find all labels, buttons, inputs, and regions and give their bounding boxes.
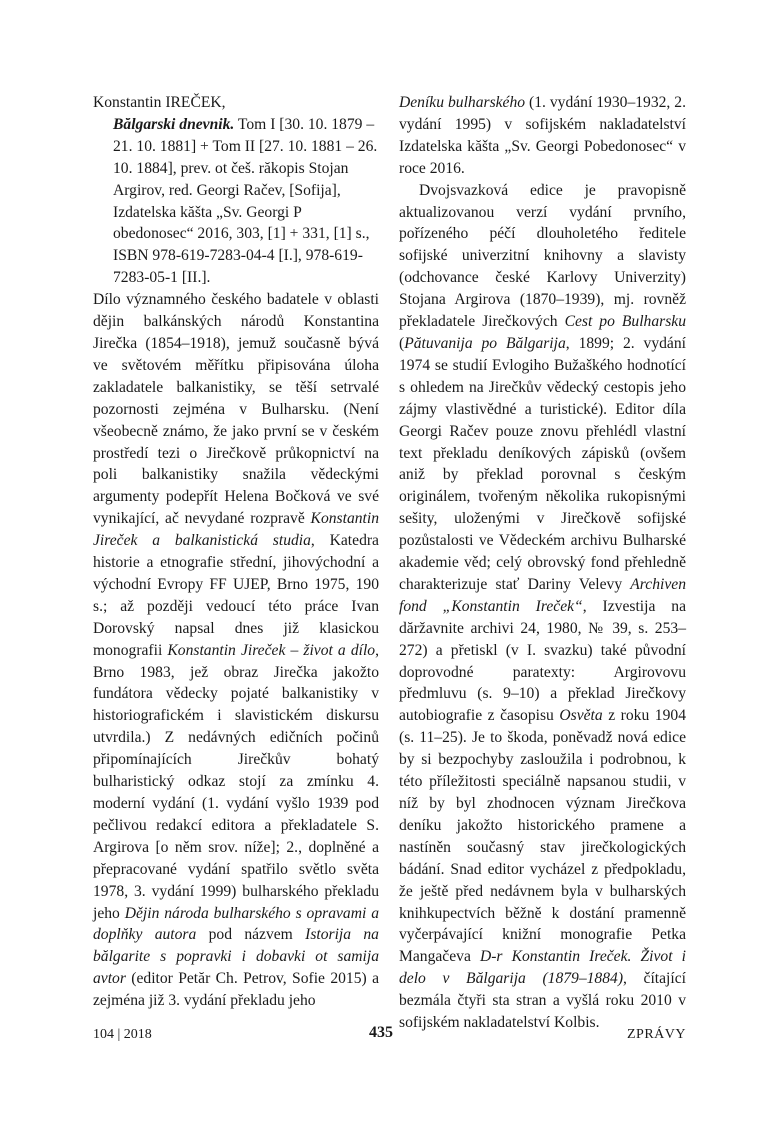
right-paragraph-2 [399,180,686,1034]
journal-issue: 104 | 2018 [93,1027,152,1042]
text-run-2: , Katedra historie a etnografie střední, jihovýchodní a východní Evropy FF UJEP, Brno 1975, 190 s.; až později vedoucí této práce Ivan Dorovský napsal dnes již klasickou monografii [93,532,379,659]
biblio-details: Tom I [30. 10. 1879 – 21. 10. 1881] + Tom II [27. 10. 1881 – 26. 10. 1884], prev. ot češ. răkopis Stojan Argirov, red. Georgi Račev, [Sofija], Izdatelska kăšta „Sv. Georgi P obedonosec“ 2016, 303, [1] + 331, [1] s., ISBN 978-619-7283-04-4 [I.], 978-619-7283-05-1 [II.]. [113,115,378,287]
text-run-0: Dvojsvazková edice je pravopisně aktualizovanou verzí vydání prvního, pořízeného péčí dlouholetého ředitele sofijské univerzitní knihovny a slavisty (odchovance české Karlovy Univerzity) Stojana Argirova (1870–1939), mj. rovněž překladatele Jirečkových [399,181,686,331]
italic-title-3: Pătuvanija po Bălgarija [404,334,566,352]
italic-title-1: Cest po Bulharsku [564,313,687,331]
left-column [93,92,379,1012]
italic-title-5: Dějin národa bulharského s opravami a doplňky autora [93,904,379,944]
bibliographic-entry [93,92,379,289]
text-run-1: (1. vydání 1930–1932, 2. vydání 1995) v sofijském nakladatelství Izdatelska kăšta „Sv. Georgi Pobedonosec“ v roce 2016. [399,94,686,177]
italic-title-0: Deníku bulharského [399,94,526,111]
right-column [399,92,686,1034]
text-run-8: (editor Petăr Ch. Petrov, Sofie 2015) a zejména již 3. vydání překladu jeho [93,970,379,1010]
italic-title-5: Archiven fond „Konstantin Ireček“ [399,575,686,615]
text-run-4: , Brno 1983, jež obraz Jirečka jakožto fundátora vědecky pojaté balkanistiky v historiografickém i slavistickém diskursu utvrdila.) Z nedávných edičních počinů připomínajících Jirečkův bohatý bulharistický odkaz stojí za zmínku 4. moderní vydání (1. vydání vyšlo 1939 pod pečlivou redakcí editora a překladatele S. Argirova [o něm srov. níže]; 2., doplněné a přepracované vydání spatřilo světlo světa 1978, 3. vydání 1999) bulharského překladu jeho [93,641,379,922]
italic-title-7: Osvěta [559,707,603,725]
italic-title-7: Istorija na bălgarite s popravki i dobavki ot samija avtor [93,926,379,988]
left-body-paragraph [93,289,379,1012]
text-run-10: , čítající bezmála čtyři sta stran a vyšlá roku 2010 v sofijském nakladatelství Kolbis. [399,970,686,1032]
italic-title-1: Konstantin Jireček a balkanistická studia [93,510,379,550]
text-run-0: Dílo významného českého badatele v oblasti dějin balkánských národů Konstantina Jirečka (1854–1918), jemuž současně bývá ve světovém měřítku připisována úloha zakladatele balkanistiky, se těší setrvalé pozornosti zejména v Bulharsku. (Není všeobecně známo, že jako první se v českém prostředí tezi o Jirečkově průkopnictví na poli balkanistiky snažila vědeckými argumenty podepřít Helena Bočková ve své vynikající, ač nevydané rozpravě [93,291,379,528]
biblio-author: Konstantin IREČEK, [93,94,226,111]
text-run-8: z roku 1904 (s. 11–25). Je to škoda, poněvadž nová edice by si bezpochyby zasloužila i podrobnou, k této příležitosti speciálně napsanou studii, v níž by byl zhodnocen význam Jirečkova deníku jakožto historického pramene a nastíněn současný stav jirečkologických bádání. Snad editor vycházel z předpokladu, že ještě před nedávnem byla v bulharských knihkupectvích běžně k dostání pramenně vyčerpávající knižní monografie Petka Mangačeva [399,707,686,966]
italic-title-9: D-r Konstantin Ireček. Život i delo v Bălgarija (1879–1884) [399,948,686,988]
right-paragraph-1 [399,92,686,180]
italic-title-3: Konstantin Jireček – život a dílo [167,641,376,659]
biblio-title: Bălgarski dnevnik. [113,115,235,133]
section-label: ZPRÁVY [626,1027,686,1042]
text-run-4: , 1899; 2. vydání 1974 se studií Evlogiho Bužaškého hodnotící s ohledem na Jirečkův vědecký cestopis jeho zájmy vlastivědné a turistické). Editor díla Georgi Račev pouze znovu přehlédl vlastní text překladu deníkových zápisků (ovšem aniž by překlad porovnal s českým originálem, tvořeným několika rukopisnými sešity, uloženými v Jirečkově sofijské pozůstalosti ve Vědeckém archivu Bulharské akademie věd; celý obrovský fond přehledně charakterizuje stať Dariny Velevy [399,334,686,593]
page-number: 435 [369,1024,393,1041]
text-run-6: pod názvem [196,926,306,944]
text-run-6: , Izvestija na dăržavnite archivi 24, 1980, № 39, s. 253–272) a přetiskl (v I. svazku) také původní doprovodné paratexty: Argirovovu předmluvu (s. 9–10) a překlad Jirečkovy autobiografie z časopisu [399,597,687,725]
text-run-2: ( [399,334,405,352]
